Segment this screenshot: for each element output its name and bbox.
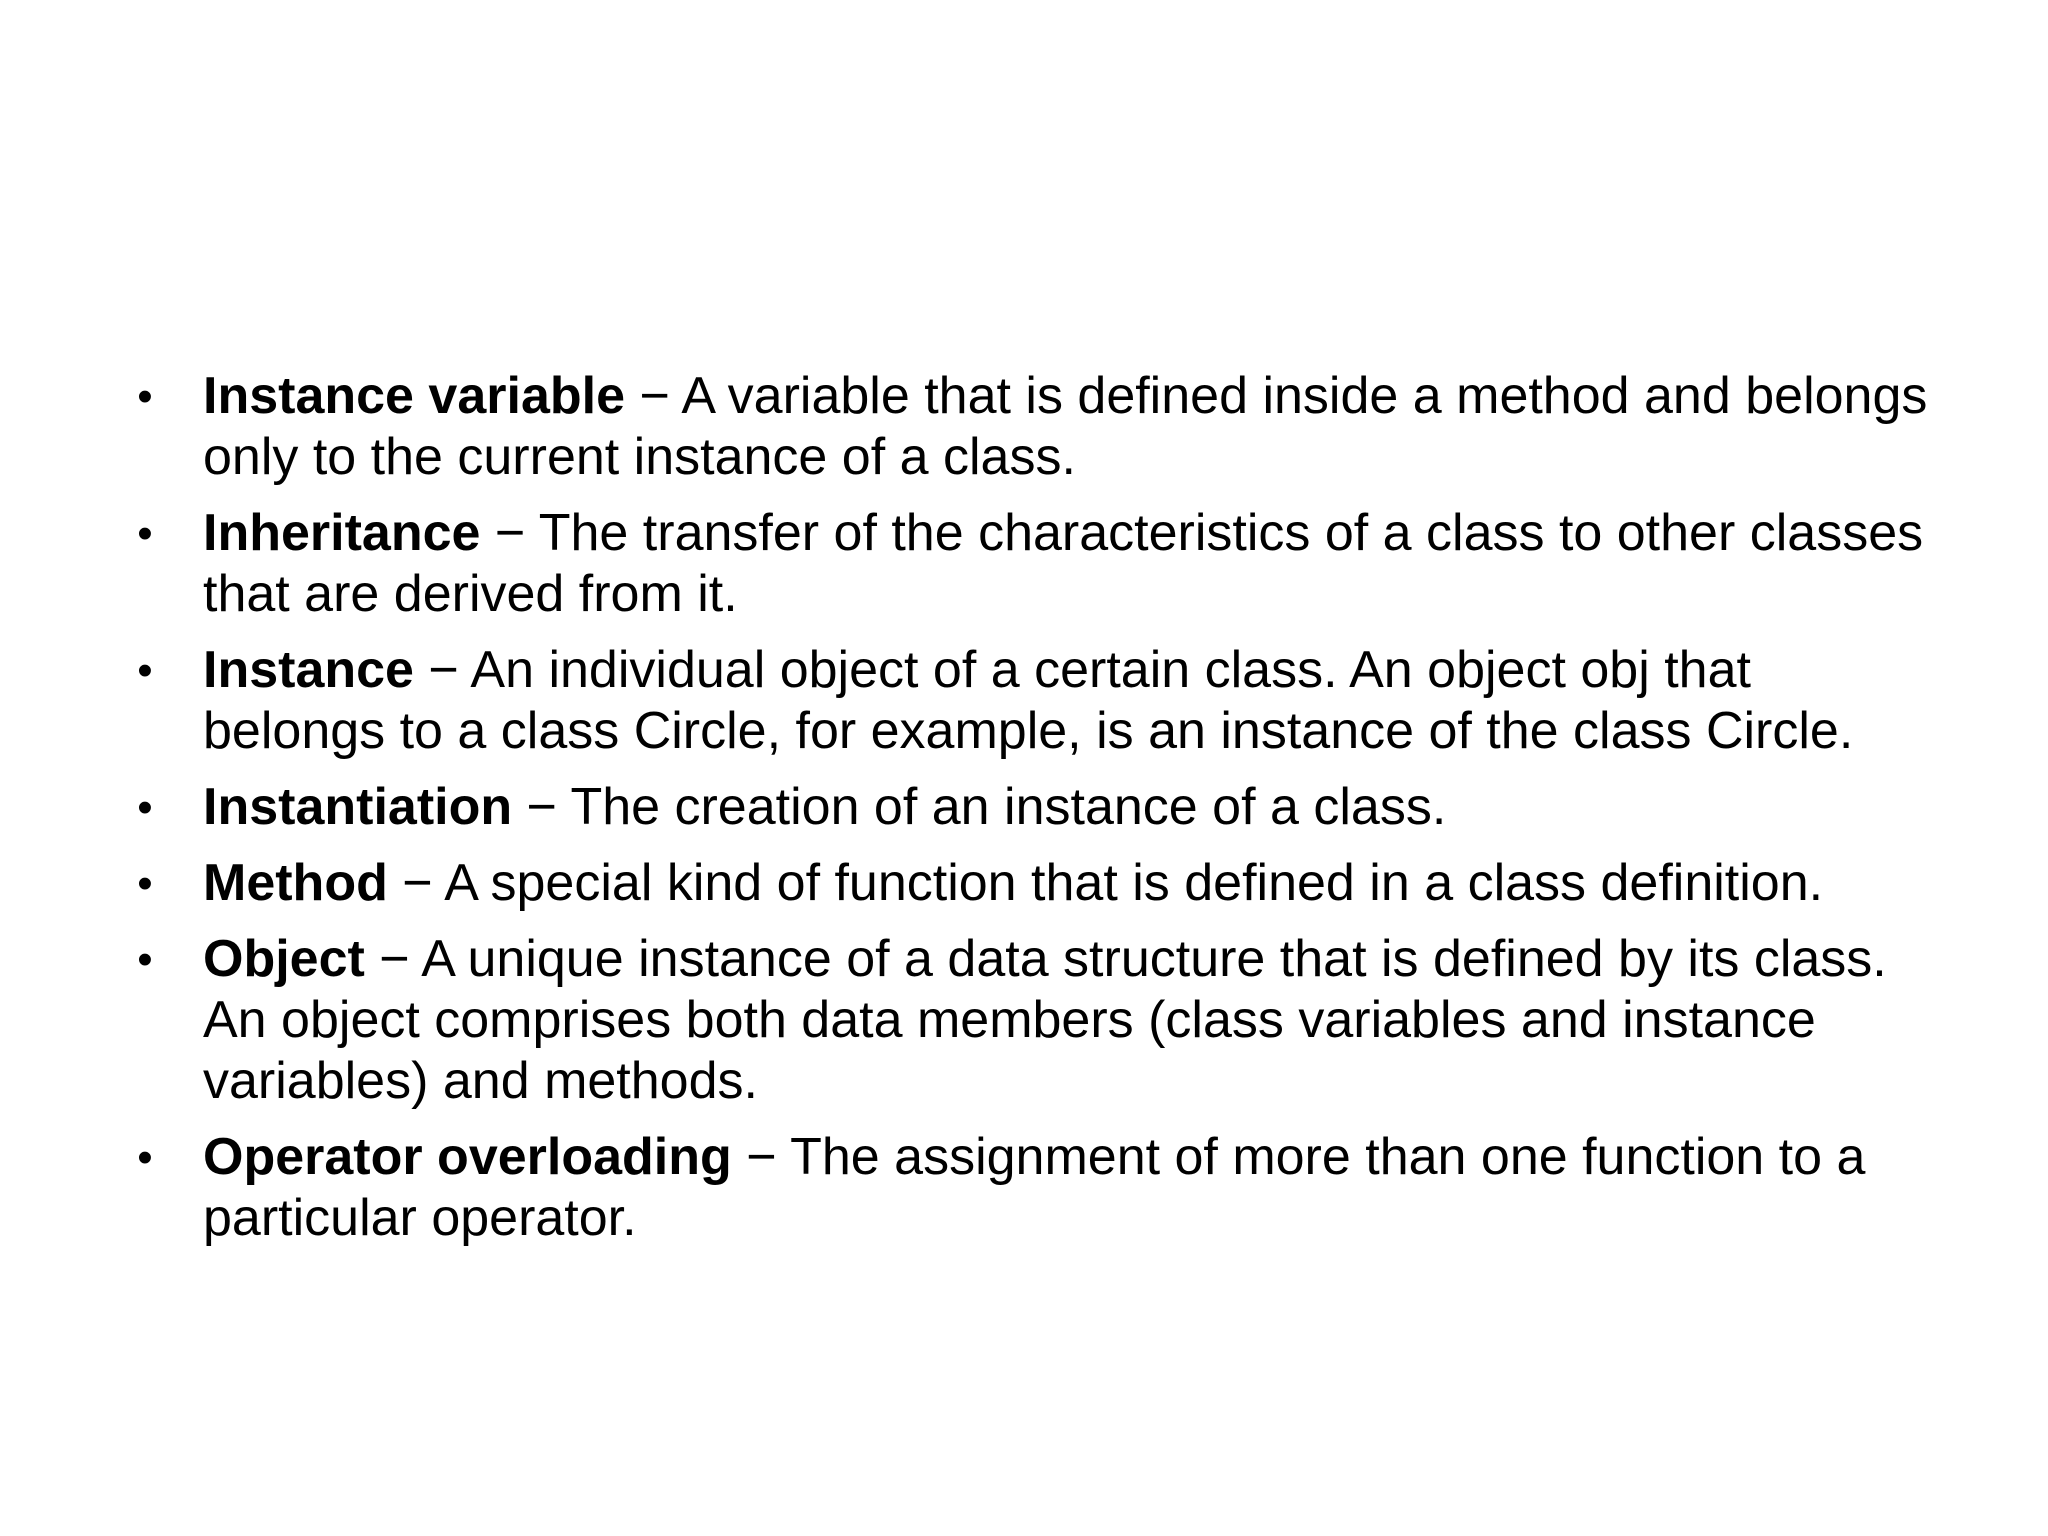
definition-text: An individual object of a certain class. An object obj that belongs to a class Circle, for example, is an instance of the class Circle.: [203, 641, 1854, 760]
list-item-instantiation: [137, 777, 1943, 838]
list-item-inheritance: [137, 503, 1943, 625]
list-item-object: [137, 929, 1943, 1112]
term-label: Method: [203, 854, 388, 912]
definition-text: The creation of an instance of a class.: [570, 778, 1447, 836]
bullet-icon: •: [137, 935, 153, 984]
separator: −: [731, 1128, 791, 1186]
bullet-icon: •: [137, 509, 153, 558]
term-label: Operator overloading: [203, 1128, 732, 1186]
term-label: Instance: [203, 641, 414, 699]
term-label: Inheritance: [203, 504, 481, 562]
definition-text: A special kind of function that is defined in a class definition.: [444, 854, 1824, 912]
separator: −: [364, 930, 422, 988]
separator: −: [413, 641, 471, 699]
bullet-icon: •: [137, 783, 153, 832]
separator: −: [480, 504, 539, 562]
definition-text: A unique instance of a data structure that is defined by its class. An object comprises both data members (class variables and instance variables) and methods.: [203, 930, 1887, 1110]
term-label: Instance variable: [203, 367, 625, 425]
bullet-icon: •: [137, 1133, 153, 1182]
definition-text: The assignment of more than one function to a particular operator.: [203, 1128, 1866, 1247]
separator: −: [387, 854, 445, 912]
bullet-icon: •: [137, 859, 153, 908]
term-label: Instantiation: [203, 778, 513, 836]
bullet-icon: •: [137, 372, 153, 421]
bullet-icon: •: [137, 646, 153, 695]
definition-text: A variable that is defined inside a method and belongs only to the current instance of a class.: [203, 367, 1928, 486]
list-item-instance: [137, 640, 1943, 762]
separator: −: [625, 367, 682, 425]
separator: −: [512, 778, 571, 836]
list-item-method: [137, 853, 1943, 914]
definition-text: The transfer of the characteristics of a class to other classes that are derived from it.: [203, 504, 1924, 623]
list-item-instance-variable: [137, 366, 1943, 488]
bullet-list: [137, 366, 1943, 1264]
term-label: Object: [203, 930, 365, 988]
list-item-operator-overloading: [137, 1127, 1943, 1249]
